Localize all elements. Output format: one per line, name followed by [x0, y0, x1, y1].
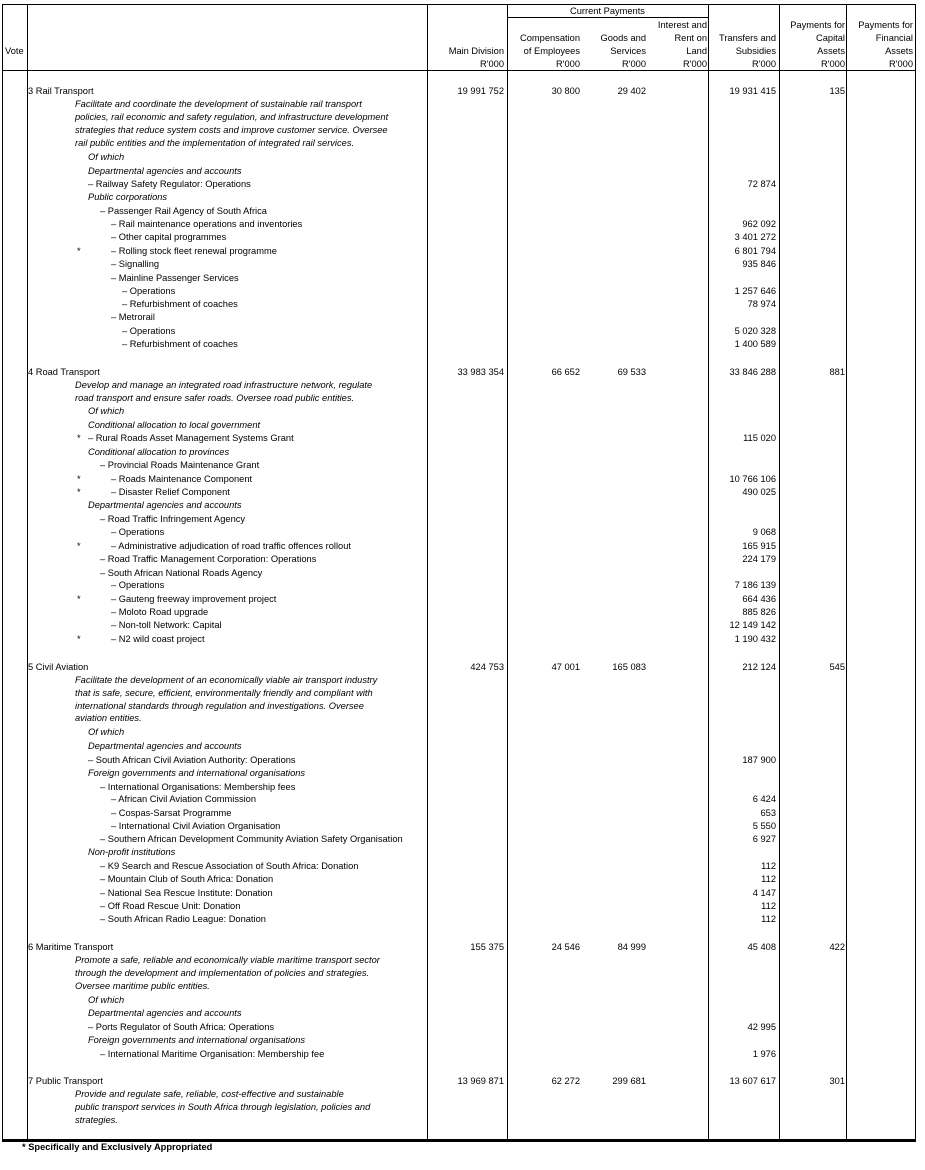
line-item-label: – Road Traffic Infringement Agency [100, 514, 246, 524]
amount-cell-trans: 1 257 646 [734, 286, 776, 296]
description-line: Promote a safe, reliable and economically viable maritime transport sector [75, 955, 380, 965]
amount-cell-trans: 5 550 [752, 821, 776, 831]
amount-cell-trans: 885 826 [742, 607, 776, 617]
column-rule [27, 4, 28, 1140]
description-line: road transport and ensure safer roads. Oversee road public entities. [75, 393, 355, 403]
description-line: Departmental agencies and accounts [88, 741, 242, 751]
description-line: strategies. [75, 1115, 118, 1125]
amount-cell-cap: 422 [829, 942, 845, 952]
column-rule [708, 4, 709, 1140]
line-item-label: – Rolling stock fleet renewal programme [111, 246, 277, 256]
amount-cell-trans: 9 068 [752, 527, 776, 537]
amount-cell-trans: 112 [761, 901, 776, 911]
amount-cell-trans: 12 149 142 [729, 620, 776, 630]
appropriation-marker: * [77, 246, 81, 256]
amount-cell-comp: 66 652 [551, 367, 580, 377]
amount-cell-trans: 78 974 [747, 299, 776, 309]
interest-heading-2: Rent on [674, 33, 707, 43]
header-rule [2, 70, 916, 71]
amount-cell-goods: 299 681 [612, 1076, 646, 1086]
amount-cell-trans: 224 179 [742, 554, 776, 564]
amount-cell-trans: 6 927 [752, 834, 776, 844]
vote-title: 4 Road Transport [28, 367, 100, 377]
unit-label: R'000 [888, 59, 913, 69]
amount-cell-trans: 13 607 617 [729, 1076, 776, 1086]
line-item-label: – Rail maintenance operations and inventories [111, 219, 303, 229]
amount-cell-comp: 24 546 [551, 942, 580, 952]
description-line: Of which [88, 995, 125, 1005]
line-item-label: – Operations [111, 580, 165, 590]
amount-cell-main: 424 753 [470, 662, 504, 672]
amount-cell-trans: 4 147 [752, 888, 776, 898]
column-rule [846, 4, 847, 1140]
description-line: through the development and implementation of policies and strategies. [75, 968, 370, 978]
unit-label: R'000 [479, 59, 504, 69]
line-item-label: – African Civil Aviation Commission [111, 794, 257, 804]
main-division-heading: Main Division [448, 46, 504, 56]
amount-cell-cap: 881 [829, 367, 845, 377]
amount-cell-cap: 545 [829, 662, 845, 672]
description-line: rail public entities and the implementation of integrated rail services. [75, 138, 355, 148]
line-item-label: – Other capital programmes [111, 232, 227, 242]
line-item-label: – South African Radio League: Donation [100, 914, 266, 924]
description-line: Non-profit institutions [88, 847, 176, 857]
description-line: Conditional allocation to provinces [88, 447, 230, 457]
amount-cell-trans: 1 400 589 [734, 339, 776, 349]
line-item-label: – Off Road Rescue Unit: Donation [100, 901, 241, 911]
description-line: Develop and manage an integrated road infrastructure network, regulate [75, 380, 373, 390]
line-item-label: – Ports Regulator of South Africa: Operations [88, 1022, 275, 1032]
amount-cell-goods: 165 083 [612, 662, 646, 672]
line-item-label: – National Sea Rescue Institute: Donation [100, 888, 273, 898]
description-line: Oversee maritime public entities. [75, 981, 210, 991]
amount-cell-main: 19 991 752 [457, 86, 504, 96]
vote-heading: Vote [5, 46, 24, 56]
description-line: policies, rail economic and safety regulation, and infrastructure development [75, 112, 389, 122]
description-line: Departmental agencies and accounts [88, 1008, 242, 1018]
description-line: Facilitate the development of an economically viable air transport industry [75, 675, 378, 685]
amount-cell-main: 13 969 871 [457, 1076, 504, 1086]
amount-cell-goods: 69 533 [617, 367, 646, 377]
description-line: Of which [88, 152, 125, 162]
line-item-label: – Cospas-Sarsat Programme [111, 808, 232, 818]
line-item-label: – Rural Roads Asset Management Systems Grant [88, 433, 294, 443]
line-item-label: – Refurbishment of coaches [122, 339, 238, 349]
description-line: Provide and regulate safe, reliable, cost-effective and sustainable [75, 1089, 344, 1099]
description-line: Departmental agencies and accounts [88, 500, 242, 510]
vote-title: 6 Maritime Transport [28, 942, 114, 952]
amount-cell-trans: 7 186 139 [734, 580, 776, 590]
amount-cell-trans: 10 766 106 [729, 474, 776, 484]
line-item-label: – Southern African Development Community Aviation Safety Organisation [100, 834, 403, 844]
amount-cell-trans: 165 915 [742, 541, 776, 551]
vote-title: 5 Civil Aviation [28, 662, 89, 672]
compensation-heading-2: of Employees [523, 46, 580, 56]
amount-cell-trans: 112 [761, 914, 776, 924]
line-item-label: – South African Civil Aviation Authority: Operations [88, 755, 296, 765]
amount-cell-goods: 84 999 [617, 942, 646, 952]
amount-cell-goods: 29 402 [617, 86, 646, 96]
amount-cell-comp: 47 001 [551, 662, 580, 672]
amount-cell-trans: 1 190 432 [734, 634, 776, 644]
description-line: strategies that reduce system costs and improve customer service. Oversee [75, 125, 388, 135]
appropriation-marker: * [77, 634, 81, 644]
amount-cell-comp: 62 272 [551, 1076, 580, 1086]
description-line: that is safe, secure, efficient, environmentally friendly and compliant with [75, 688, 373, 698]
appropriation-marker: * [77, 594, 81, 604]
description-line: Departmental agencies and accounts [88, 166, 242, 176]
current-payments-heading: Current Payments [570, 6, 645, 16]
line-item-label: – Disaster Relief Component [111, 487, 230, 497]
description-line: Facilitate and coordinate the development of sustainable rail transport [75, 99, 362, 109]
line-item-label: – Passenger Rail Agency of South Africa [100, 206, 267, 216]
amount-cell-trans: 490 025 [742, 487, 776, 497]
line-item-label: – Administrative adjudication of road traffic offences rollout [111, 541, 351, 551]
amount-cell-trans: 112 [761, 874, 776, 884]
interest-heading-3: Land [686, 46, 707, 56]
goods-heading-2: Services [610, 46, 646, 56]
appropriation-marker: * [77, 433, 81, 443]
description-line: international standards through regulation and investigations. Oversee [75, 701, 364, 711]
appropriation-marker: * [77, 487, 81, 497]
line-item-label: – K9 Search and Rescue Association of South Africa: Donation [100, 861, 359, 871]
line-item-label: – Railway Safety Regulator: Operations [88, 179, 251, 189]
capital-heading-3: Assets [817, 46, 845, 56]
amount-cell-main: 33 983 354 [457, 367, 504, 377]
amount-cell-comp: 30 800 [551, 86, 580, 96]
appropriation-marker: * [77, 474, 81, 484]
amount-cell-trans: 962 092 [742, 219, 776, 229]
line-item-label: – Operations [111, 527, 165, 537]
vote-title: 3 Rail Transport [28, 86, 94, 96]
line-item-label: – Non-toll Network: Capital [111, 620, 222, 630]
line-item-label: – Gauteng freeway improvement project [111, 594, 277, 604]
financial-heading-3: Assets [885, 46, 913, 56]
financial-heading-2: Financial [875, 33, 913, 43]
capital-heading-1: Payments for [790, 20, 845, 30]
line-item-label: – Moloto Road upgrade [111, 607, 209, 617]
line-item-label: – Metrorail [111, 312, 155, 322]
description-line: Public corporations [88, 192, 168, 202]
amount-cell-trans: 212 124 [742, 662, 776, 672]
unit-label: R'000 [682, 59, 707, 69]
amount-cell-trans: 33 846 288 [729, 367, 776, 377]
line-item-label: – Mainline Passenger Services [111, 273, 239, 283]
amount-cell-trans: 6 801 794 [734, 246, 776, 256]
line-item-label: – Mountain Club of South Africa: Donation [100, 874, 274, 884]
amount-cell-cap: 301 [829, 1076, 845, 1086]
line-item-label: – N2 wild coast project [111, 634, 205, 644]
amount-cell-trans: 187 900 [742, 755, 776, 765]
amount-cell-cap: 135 [829, 86, 845, 96]
line-item-label: – Operations [122, 326, 176, 336]
amount-cell-trans: 45 408 [747, 942, 776, 952]
description-line: Foreign governments and international organisations [88, 1035, 306, 1045]
amount-cell-trans: 3 401 272 [734, 232, 776, 242]
financial-heading-1: Payments for [858, 20, 913, 30]
amount-cell-trans: 5 020 328 [734, 326, 776, 336]
line-item-label: – Roads Maintenance Component [111, 474, 253, 484]
amount-cell-trans: 6 424 [752, 794, 776, 804]
description-line: Of which [88, 406, 125, 416]
amount-cell-trans: 664 436 [742, 594, 776, 604]
amount-cell-trans: 112 [761, 861, 776, 871]
unit-label: R'000 [751, 59, 776, 69]
current-payments-rule [507, 17, 708, 18]
interest-heading-1: Interest and [657, 20, 707, 30]
amount-cell-trans: 72 874 [747, 179, 776, 189]
description-line: Conditional allocation to local government [88, 420, 261, 430]
amount-cell-trans: 935 846 [742, 259, 776, 269]
line-item-label: – Operations [122, 286, 176, 296]
amount-cell-main: 155 375 [470, 942, 504, 952]
amount-cell-trans: 653 [760, 808, 776, 818]
line-item-label: – Provincial Roads Maintenance Grant [100, 460, 260, 470]
line-item-label: – International Organisations: Membership fees [100, 782, 296, 792]
appropriation-marker: * [77, 541, 81, 551]
goods-heading-1: Goods and [600, 33, 646, 43]
column-rule [507, 4, 508, 1140]
unit-label: R'000 [621, 59, 646, 69]
unit-label: R'000 [555, 59, 580, 69]
compensation-heading-1: Compensation [520, 33, 580, 43]
description-line: Foreign governments and international organisations [88, 768, 306, 778]
line-item-label: – Signalling [111, 259, 160, 269]
description-line: aviation entities. [75, 713, 142, 723]
amount-cell-trans: 42 995 [747, 1022, 776, 1032]
line-item-label: – International Maritime Organisation: Membership fee [100, 1049, 325, 1059]
unit-label: R'000 [820, 59, 845, 69]
line-item-label: – Refurbishment of coaches [122, 299, 238, 309]
amount-cell-trans: 19 931 415 [729, 86, 776, 96]
footnote: * Specifically and Exclusively Appropriated [22, 1142, 213, 1152]
vote-title: 7 Public Transport [28, 1076, 103, 1086]
transfers-heading-2: Subsidies [735, 46, 776, 56]
description-line: Of which [88, 727, 125, 737]
capital-heading-2: Capital [816, 33, 845, 43]
amount-cell-trans: 115 020 [743, 433, 776, 443]
transfers-heading-1: Transfers and [718, 33, 776, 43]
line-item-label: – Road Traffic Management Corporation: Operations [100, 554, 317, 564]
column-rule [427, 4, 428, 1140]
description-line: public transport services in South Africa through legislation, policies and [75, 1102, 371, 1112]
line-item-label: – South African National Roads Agency [100, 568, 263, 578]
line-item-label: – International Civil Aviation Organisation [111, 821, 281, 831]
amount-cell-trans: 1 976 [752, 1049, 776, 1059]
column-rule [779, 4, 780, 1140]
